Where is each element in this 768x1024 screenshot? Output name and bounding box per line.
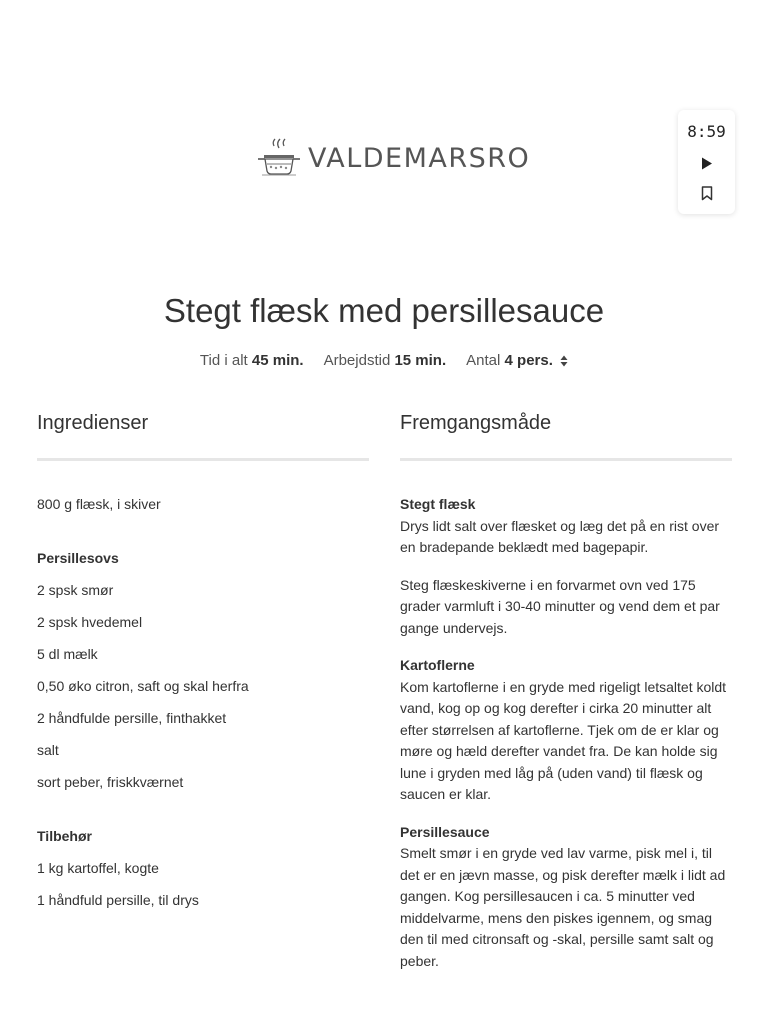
ingredient-item: 1 håndfuld persille, til drys <box>37 892 199 908</box>
ingredient-item: 2 spsk smør <box>37 582 114 598</box>
meta-value: 4 pers. <box>504 352 553 369</box>
bookmark-button[interactable] <box>699 185 715 201</box>
pot-icon <box>256 138 302 178</box>
ingredient-item: sort peber, friskkværnet <box>37 774 184 790</box>
meta-label: Tid i alt <box>199 352 248 369</box>
timer-display: 8:59 <box>687 122 726 141</box>
step-paragraph: Steg flæskeskiverne i en forvarmet ovn ved 175 grader varmluft i 30-40 minutter og vend dem et par gange undervejs. <box>400 576 720 636</box>
method-steps <box>400 494 732 988</box>
ingredient-item: 800 g flæsk, i skiver <box>37 496 161 512</box>
method-divider <box>400 458 732 461</box>
ingredient-item: 0,50 øko citron, saft og skal herfra <box>37 678 249 694</box>
step-paragraph: Kom kartoflerne i en gryde med rigeligt letsaltet koldt vand, kog op og kog derefter i cirka 20 minutter alt efter størrelsen af kartoflerne. Tjek om de er klar og møre og hæld derefter vandet fra. De kan holde sig lune i gryden med låg på (uden vand) til flæsk og saucen er klar. <box>400 678 727 802</box>
recipe-title: Stegt flæsk med persillesauce <box>163 292 605 329</box>
meta-servings[interactable] <box>466 352 568 369</box>
ingredients-heading: Ingredienser <box>37 412 149 434</box>
step-section-title: Persillesauce <box>400 823 490 840</box>
step-paragraph: Smelt smør i en gryde ved lav varme, pisk mel i, til det er en jævn masse, og pisk derefter mælk i lidt ad gangen. Kog persillesaucen i ca. 5 minutter ved middelvarme, mens den piskes igennem, og smag den til med citronsaft og -skal, persille samt salt og peber. <box>400 845 726 969</box>
meta-value: 15 min. <box>394 352 447 369</box>
ingredient-item: 2 spsk hvedemel <box>37 614 143 630</box>
meta-value: 45 min. <box>251 352 304 369</box>
bookmark-icon <box>701 186 713 201</box>
play-button[interactable] <box>699 155 715 171</box>
ingredients-list <box>37 494 367 922</box>
ingredient-group-title: Tilbehør <box>37 828 92 844</box>
ingredient-item: 5 dl mælk <box>37 646 98 662</box>
meta-total-time <box>200 352 304 369</box>
ingredients-divider <box>37 458 369 461</box>
logo-text: VALDEMARSRO <box>308 142 531 174</box>
meta-label: Arbejdstid <box>323 352 391 369</box>
ingredient-item: 1 kg kartoffel, kogte <box>37 860 159 876</box>
ingredient-item: 2 håndfulde persille, finthakket <box>37 710 227 726</box>
meta-work-time <box>324 352 447 369</box>
step-section-title: Stegt flæsk <box>400 496 476 512</box>
site-logo[interactable] <box>256 138 530 178</box>
step-paragraph: Drys lidt salt over flæsket og læg det på en rist over en bradepande beklædt med bagepapir. <box>400 517 720 555</box>
meta-label: Antal <box>466 352 501 369</box>
method-heading: Fremgangsmåde <box>400 412 552 434</box>
cooking-timer <box>678 110 735 214</box>
play-icon <box>701 157 713 170</box>
ingredient-group-title: Persillesovs <box>37 550 119 566</box>
recipe-meta <box>0 352 768 369</box>
step-section-title: Kartoflerne <box>400 657 475 673</box>
ingredient-item: salt <box>37 742 59 758</box>
sort-icon[interactable] <box>560 355 568 367</box>
